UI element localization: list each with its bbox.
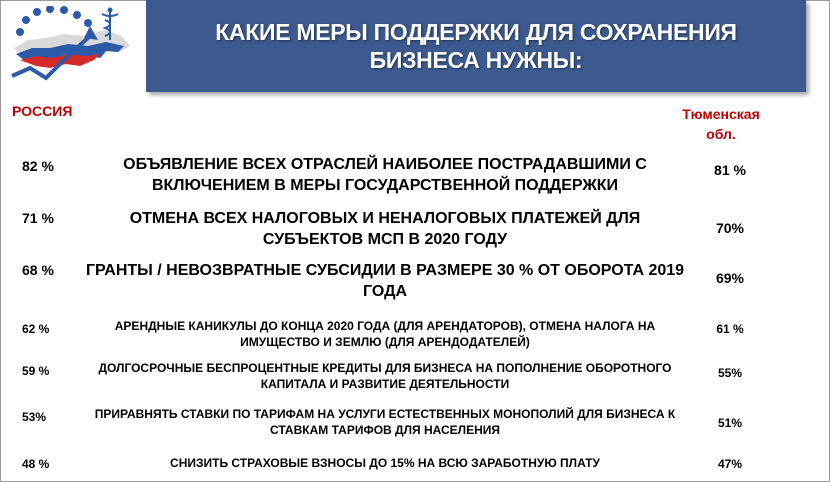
tyumen-column-header: Тюменская обл.	[682, 106, 760, 142]
measure-text: ОБЪЯВЛЕНИЕ ВСЕХ ОТРАСЛЕЙ НАИБОЛЕЕ ПОСТРАДАВШИМИ С ВКЛЮЧЕНИЕМ В МЕРЫ ГОСУДАРСТВЕННОЙ ПОДДЕРЖКИ	[123, 156, 647, 194]
measure-text: ПРИРАВНЯТЬ СТАВКИ ПО ТАРИФАМ НА УСЛУГИ ЕСТЕСТВЕННЫХ МОНОПОЛИЙ ДЛЯ БИЗНЕСА К СТАВКАМ ТАРИФОВ ДЛЯ НАСЕЛЕНИЯ	[94, 407, 676, 437]
russia-percent: 48 %	[22, 457, 50, 471]
page-title: КАКИЕ МЕРЫ ПОДДЕРЖКИ ДЛЯ СОХРАНЕНИЯ БИЗНЕСА НУЖНЫ:	[215, 19, 737, 73]
tyumen-percent: 70%	[715, 220, 745, 236]
russia-percent: 68 %	[22, 262, 54, 278]
measure-text: СНИЗИТЬ СТРАХОВЫЕ ВЗНОСЫ ДО 15% НА ВСЮ ЗАРАБОТНУЮ ПЛАТУ	[170, 456, 600, 470]
russia-map-logo-icon	[6, 6, 136, 88]
russia-percent: 62 %	[22, 322, 50, 336]
russia-percent: 53%	[22, 410, 47, 424]
russia-percent: 71 %	[22, 210, 54, 226]
measure-text: ОТМЕНА ВСЕХ НАЛОГОВЫХ И НЕНАЛОГОВЫХ ПЛАТЕЖЕЙ ДЛЯ СУБЪЕКТОВ МСП В 2020 ГОДУ	[129, 210, 641, 248]
tyumen-percent: 47%	[717, 457, 743, 471]
russia-percent: 59 %	[22, 364, 50, 378]
tyumen-percent: 81 %	[714, 162, 746, 178]
title-banner	[146, 0, 806, 92]
tyumen-percent: 55%	[717, 366, 743, 380]
tyumen-percent: 51%	[717, 416, 743, 430]
measure-text: АРЕНДНЫЕ КАНИКУЛЫ ДО КОНЦА 2020 ГОДА (ДЛЯ АРЕНДАТОРОВ), ОТМЕНА НАЛОГА НА ИМУЩЕСТВО И ЗЕМЛЮ (ДЛЯ АРЕНДОДАТЕЛЕЙ)	[114, 319, 656, 349]
measure-text: ГРАНТЫ / НЕВОЗВРАТНЫЕ СУБСИДИИ В РАЗМЕРЕ 30 % ОТ ОБОРОТА 2019 ГОДА	[85, 262, 685, 300]
tyumen-percent: 61 %	[716, 322, 744, 336]
measure-text: ДОЛГОСРОЧНЫЕ БЕСПРОЦЕНТНЫЕ КРЕДИТЫ ДЛЯ БИЗНЕСА НА ПОПОЛНЕНИЕ ОБОРОТНОГО КАПИТАЛА И РАЗВИТИЕ ДЕЯТЕЛЬНОСТИ	[98, 361, 672, 391]
russia-column-header: РОССИЯ	[12, 103, 73, 119]
russia-percent: 82 %	[22, 158, 54, 174]
tyumen-percent: 69%	[715, 270, 745, 286]
